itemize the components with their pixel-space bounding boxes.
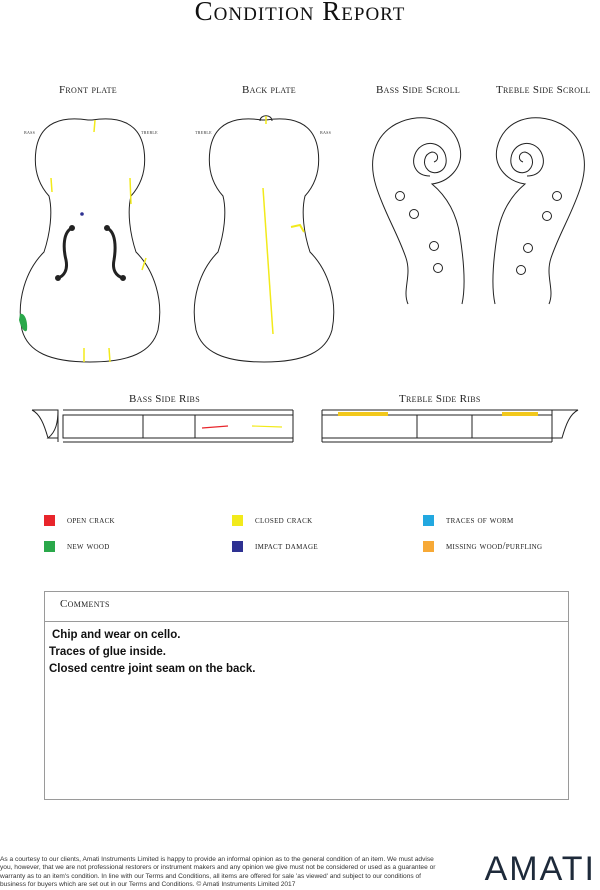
missing-wood-mark [502, 412, 538, 416]
closed-crack-mark [51, 178, 52, 192]
comment-line: Closed centre joint seam on the back. [49, 663, 256, 675]
legend-label: traces of worm [446, 514, 514, 526]
back-damage-marks [263, 116, 304, 334]
bass-side-scroll-label: Bass Side Scroll [376, 84, 461, 96]
bass-side-scroll-outline [373, 118, 465, 304]
closed-crack-mark [130, 178, 131, 204]
front-plate-label: Front plate [59, 84, 117, 96]
legend-missing-wood [423, 539, 542, 553]
impact-damage-mark [80, 212, 84, 216]
amati-logo: AMATI [484, 850, 596, 888]
legend-label: new wood [67, 540, 110, 552]
legend-label: closed crack [255, 514, 313, 526]
bass-side-ribs-label: Bass Side Ribs [129, 393, 200, 405]
back-treble-label: treble [195, 130, 212, 136]
impact-damage-swatch [232, 541, 243, 552]
front-plate-outline [20, 119, 159, 362]
comments-body [45, 622, 568, 678]
back-bass-label: bass [320, 130, 332, 136]
closed-crack-mark [94, 120, 95, 132]
legend-traces-of-worm [423, 513, 514, 527]
missing-wood-swatch [423, 541, 434, 552]
treble-side-scroll-outline [493, 118, 585, 304]
back-plate-outline [194, 116, 333, 362]
disclaimer-text: As a courtesy to our clients, Amati Instruments Limited is happy to provide an informal opinion as to the general condition of an item. We must advise you, however, that we are not professional restorers or instrument makers and any opinion we give must not be considered or used as a guarantee or warranty as to an item's condition. In line with our Terms and Conditions, all items are offered for sale 'as viewed' and subject to our conditions of business for buyers which are set out in our Terms and Conditions. © Amati Instruments Limited 2017 [0, 856, 436, 888]
comment-line: Traces of glue inside. [49, 646, 166, 658]
legend-closed-crack [232, 513, 312, 527]
traces-of-worm-swatch [423, 515, 434, 526]
closed-crack-mark [263, 188, 273, 334]
back-plate-label: Back plate [242, 84, 296, 96]
open-crack-swatch [44, 515, 55, 526]
front-damage-marks [19, 120, 146, 362]
treble-side-scroll-label: Treble Side Scroll [496, 84, 591, 96]
missing-wood-mark [338, 412, 388, 416]
legend-new-wood [44, 539, 110, 553]
closed-crack-mark [109, 348, 110, 362]
new-wood-mark [19, 314, 27, 332]
front-bass-label: bass [24, 130, 36, 136]
legend-open-crack [44, 513, 115, 527]
front-treble-label: treble [141, 130, 158, 136]
closed-crack-swatch [232, 515, 243, 526]
new-wood-swatch [44, 541, 55, 552]
treble-side-ribs-label: Treble Side Ribs [399, 393, 481, 405]
comment-line: Chip and wear on cello. [52, 629, 181, 641]
legend-label: missing wood/purfling [446, 540, 543, 552]
page-title: Condition Report [194, 0, 406, 26]
legend-label: open crack [67, 514, 115, 526]
closed-crack-mark [291, 225, 304, 232]
f-holes [56, 226, 126, 281]
comments-box [44, 591, 569, 800]
legend-label: impact damage [255, 540, 318, 552]
legend-impact-damage [232, 539, 318, 553]
comments-heading: Comments [45, 592, 568, 622]
